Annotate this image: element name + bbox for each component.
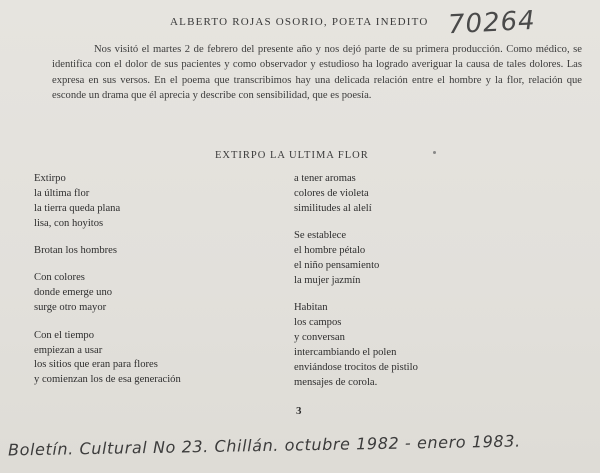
stanza [294,229,554,289]
poem-line: Habitan [294,302,328,314]
poem-line: la tierra queda plana [34,202,121,214]
stanza [294,301,554,390]
poem-line: lisa, con hoyitos [34,217,104,229]
poem-line: la última flor [34,187,90,199]
article-title: ALBERTO ROJAS OSORIO, POETA INEDITO [170,16,429,28]
ink-speck [433,151,436,154]
poem-line: los campos [294,317,342,329]
poem-line: donde emerge uno [34,287,113,299]
poem-line: la mujer jazmín [294,274,361,286]
poem-line: Extirpo [34,173,66,184]
poem-line: enviándose trocitos de pistilo [294,361,418,373]
handwritten-catalog-number: 70264 [447,5,537,41]
stanza [34,244,274,259]
poem-right-column [294,172,554,391]
poem-line: y comienzan los de esa generación [34,374,181,386]
poem-left-column [34,172,274,388]
poem-line: y conversan [294,332,345,344]
poem-line: el hombre pétalo [294,245,366,257]
poem-line: Con colores [34,272,85,284]
stanza [294,172,554,217]
poem-line: el niño pensamiento [294,259,380,271]
stanza [34,271,274,316]
intro-paragraph: Nos visitó el martes 2 de febrero del presente año y nos dejó parte de su primera producción. Como médico, se identifica con el dolor de sus pacientes y como observador y estudioso ha logrado averiguar la causa de tales dolores. Las expresa en sus versos. En el poema que transcribimos hay una delicada relación entre el hombre y la flor, relación que esconde un drama que él aprecia y describe con sensibilidad, que es poesía. [52,44,582,102]
poem-line: colores de violeta [294,187,369,199]
poem-line: Con el tiempo [34,329,95,341]
stanza [34,329,274,389]
handwritten-source-note: Boletín. Cultural No 23. Chillán. octubre 1982 - enero 1983. [7,431,521,460]
poem-line: a tener aromas [294,173,356,184]
poem-line: empiezan a usar [34,344,103,356]
poem-line: similitudes al alelí [294,202,372,214]
poem-line: Se establece [294,230,347,242]
page-number: 3 [296,405,302,417]
poem-title: EXTIRPO LA ULTIMA FLOR [215,150,369,161]
stanza [34,172,274,232]
poem-line: intercambiando el polen [294,346,397,358]
poem-line: surge otro mayor [34,302,107,314]
poem-line: Brotan los hombres [34,245,117,257]
poem-line: mensajes de corola. [294,376,378,388]
poem-line: los sitios que eran para flores [34,359,158,371]
